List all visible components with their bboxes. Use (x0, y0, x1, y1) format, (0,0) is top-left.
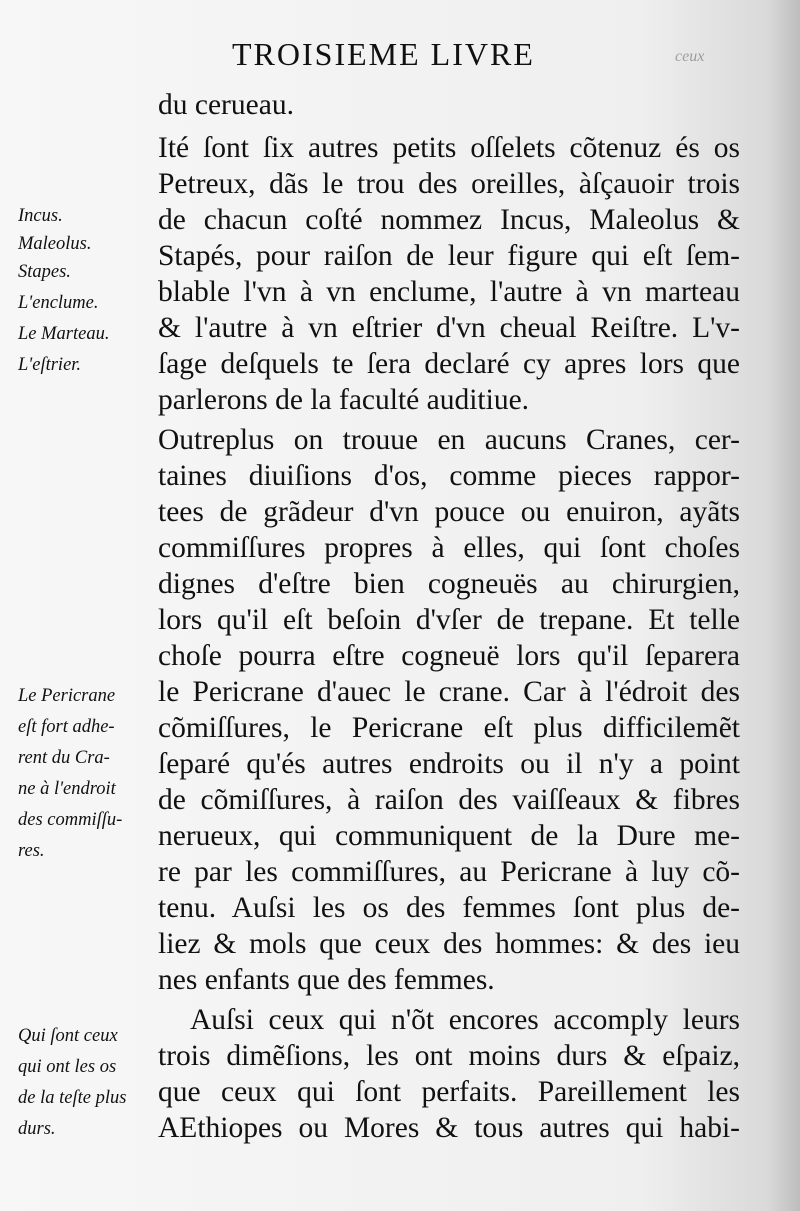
text-line: choſe pourra eſtre cogneuë lors qu'il ſeparera (158, 640, 740, 672)
catchword: ceux (675, 48, 705, 65)
margin-note-line: Maleolus. (18, 234, 92, 254)
margin-note-line: Incus. (18, 206, 63, 226)
text-line: lors qu'il eſt beſoin d'vſer de trepane. Et telle (158, 604, 740, 636)
text-line: Stapés, pour raiſon de leur figure qui eſt ſem- (158, 240, 740, 272)
margin-note-line: Stapes. (18, 262, 71, 282)
margin-note-line: Qui ſont ceux (18, 1026, 118, 1046)
text-line: trois dimẽſions, les ont moins durs & eſpaiz, (158, 1040, 740, 1072)
text-line: blable l'vn à vn enclume, l'autre à vn marteau (158, 276, 740, 308)
margin-note-line: des commiſſu- (18, 810, 123, 830)
text-line: commiſſures propres à elles, qui ſont choſes (158, 532, 740, 564)
text-line: tees de grãdeur d'vn pouce ou enuiron, ayãts (158, 496, 740, 528)
margin-note-line: L'enclume. (18, 293, 99, 313)
text-line: de chacun coſté nommez Incus, Maleolus & (158, 204, 740, 236)
text-line: le Pericrane d'auec le crane. Car à l'édroit des (158, 676, 740, 708)
text-line: AEthiopes ou Mores & tous autres qui habi- (158, 1112, 740, 1144)
text-line: liez & mols que ceux des hommes: & des ieu (158, 928, 740, 960)
margin-note-line: de la teſte plus (18, 1088, 127, 1108)
text-line: tenu. Auſsi les os des femmes ſont plus de- (158, 892, 740, 924)
margin-note-line: res. (18, 841, 45, 861)
text-line: taines diuiſions d'os, comme pieces rappor- (158, 460, 740, 492)
text-line: Petreux, dãs le trou des oreilles, àſçauoir trois (158, 168, 740, 200)
margin-note-line: L'eſtrier. (18, 355, 82, 375)
text-line: Auſsi ceux qui n'õt encores accomply leurs (190, 1004, 740, 1036)
margin-note-line: eſt fort adhe- (18, 717, 115, 737)
text-line: re par les commiſſures, au Pericrane à luy cõ- (158, 856, 740, 888)
margin-note-line: Le Marteau. (18, 324, 110, 344)
margin-note-line: durs. (18, 1119, 56, 1139)
text-line: ſage deſquels te ſera declaré cy apres lors que (158, 348, 740, 380)
text-line: que ceux qui ſont perfaits. Pareillement les (158, 1076, 740, 1108)
text-line: nes enfants que des femmes. (158, 964, 495, 996)
text-line: Ité ſont ſix autres petits oſſelets cõtenuz és os (158, 132, 740, 164)
margin-note-line: rent du Cra- (18, 748, 110, 768)
running-head: TROISIEME LIVRE (232, 36, 535, 72)
text-line: parlerons de la faculté auditiue. (158, 384, 530, 416)
text-line: nerueux, qui communiquent de la Dure me- (158, 820, 740, 852)
text-line: Outreplus on trouue en aucuns Cranes, cer- (158, 424, 740, 456)
text-line: ſeparé qu'és autres endroits ou il n'y a point (158, 748, 740, 780)
margin-note-line: ne à l'endroit (18, 779, 116, 799)
text-line: du cerueau. (158, 89, 294, 121)
margin-note-line: qui ont les os (18, 1057, 117, 1077)
margin-note-line: Le Pericrane (18, 686, 116, 706)
text-line: & l'autre à vn eſtrier d'vn cheual Reiſtre. L'v- (158, 312, 740, 344)
text-line: de cõmiſſures, à raiſon des vaiſſeaux & fibres (158, 784, 740, 816)
text-line: cõmiſſures, le Pericrane eſt plus difficilemẽt (158, 712, 740, 744)
text-line: dignes d'eſtre bien cogneuës au chirurgien, (158, 568, 740, 600)
